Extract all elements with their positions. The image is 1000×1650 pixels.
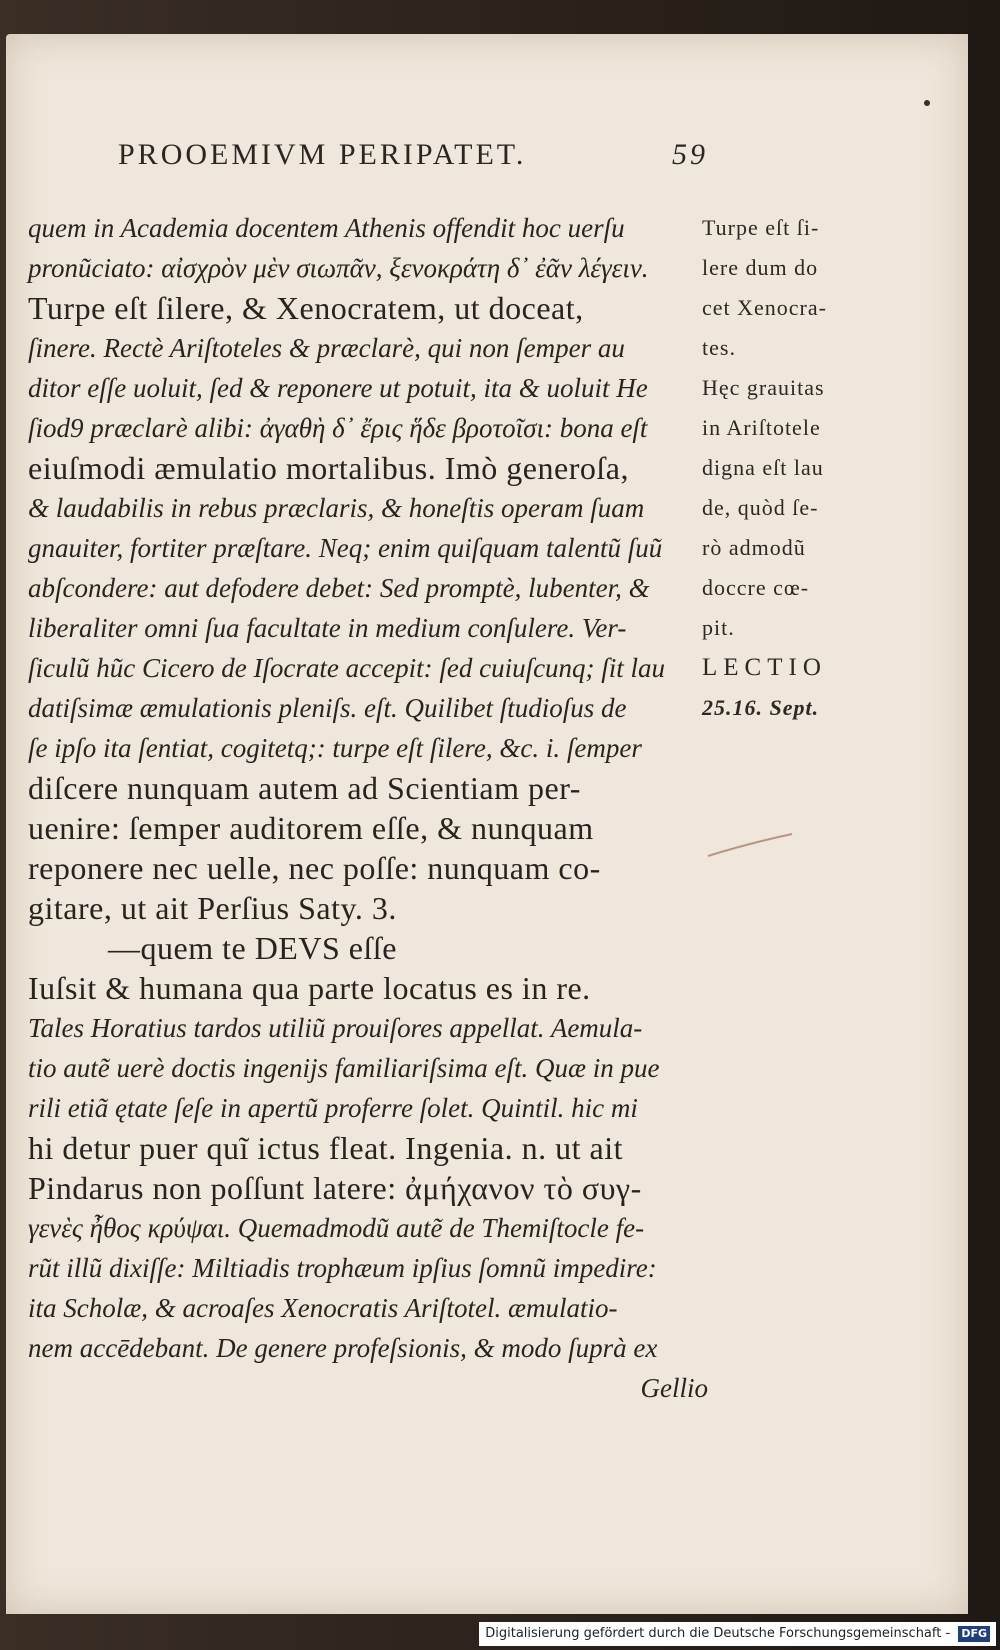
margin-note-line: in Ariſtotele — [702, 415, 821, 440]
text-line: Gellio — [640, 1373, 708, 1403]
pen-mark — [706, 826, 796, 866]
text-line: & laudabilis in rebus præclaris, & honeſtis operam ſuam — [28, 493, 645, 523]
ink-speck — [924, 100, 930, 106]
digitization-credit — [479, 1622, 996, 1646]
text-line: eiuſmodi æmulatio mortalibus. Imò generoſa, — [28, 450, 629, 486]
text-line: gnauiter, fortiter præſtare. Neq; enim quiſquam talentũ ſuũ — [28, 533, 663, 563]
text-line: hi detur puer quĩ ictus fleat. Ingenia. n. ut ait — [28, 1130, 623, 1166]
margin-note-line: cet Xenocra- — [702, 295, 827, 320]
text-line: nem accēdebant. De genere profeſsionis, & modo ſuprà ex — [28, 1333, 658, 1363]
page-number: 59 — [672, 138, 708, 171]
text-line: rũt illũ dixiſſe: Miltiadis trophæum ipſius ſomnũ impedire: — [28, 1253, 657, 1283]
dfg-logo: DFG — [958, 1626, 990, 1642]
margin-note-line: lere dum do — [702, 255, 819, 280]
credit-text: Digitalisierung gefördert durch die Deutsche Forschungsgemeinschaft - — [485, 1626, 951, 1641]
text-line: pronũciato: αἰσχρὸν μὲν σιωπᾶν, ξενοκράτη δ᾽ ἐᾶν λέγειν. — [28, 253, 649, 283]
marginal-notes — [702, 208, 862, 728]
text-line: Iuſsit & humana qua parte locatus es in re. — [28, 970, 591, 1006]
text-line: abſcondere: aut defodere debet: Sed promptè, lubenter, & — [28, 573, 650, 603]
text-line: tio autẽ uerè doctis ingenijs familiariſsima eſt. Quæ in pue — [28, 1053, 660, 1083]
text-line: datiſsimæ æmulationis pleniſs. eſt. Quilibet ſtudioſus de — [28, 693, 627, 723]
main-text-column — [28, 208, 708, 1408]
text-line: quem in Academia docentem Athenis offendit hoc uerſu — [28, 213, 625, 243]
text-line: reponere nec uelle, nec poſſe: nunquam co- — [28, 850, 601, 886]
text-line: γενὲς ἦθος κρύψαι. Quemadmodũ autẽ de Themiſtocle fe- — [28, 1213, 645, 1243]
text-line: ſe ipſo ita ſentiat, cogitetq;: turpe eſt ſilere, &c. i. ſemper — [28, 733, 642, 763]
margin-note-line: rò admodũ — [702, 535, 806, 560]
text-line: uenire: ſemper auditorem eſſe, & nunquam — [28, 810, 594, 846]
book-page — [6, 34, 968, 1614]
running-head-title: PROOEMIVM PERIPATET. — [118, 138, 527, 171]
margin-note-line: tes. — [702, 335, 736, 360]
margin-note-line: digna eſt lau — [702, 455, 824, 480]
text-line: ſinere. Rectè Ariſtoteles & præclarè, qui non ſemper au — [28, 333, 625, 363]
text-line: ſiod9 præclarè alibi: ἀγαθὴ δ᾽ ἔρις ἥδε βροτοῖσι: bona eſt — [28, 413, 648, 443]
text-line: rili etiã ętate ſeſe in apertũ proferre ſolet. Quintil. hic mi — [28, 1093, 638, 1123]
text-line: ita Scholæ, & acroaſes Xenocratis Ariſtotel. æmulatio- — [28, 1293, 618, 1323]
text-line: —quem te DEVS eſſe — [108, 930, 397, 966]
margin-note-line: pit. — [702, 615, 735, 640]
margin-note-line: doccre cœ- — [702, 575, 810, 600]
margin-note-line: 25.16. Sept. — [702, 695, 820, 720]
text-line: ſiculũ hũc Cicero de Iſocrate accepit: ſed cuiuſcunq; ſit lau — [28, 653, 666, 683]
text-line: Turpe eſt ſilere, & Xenocratem, ut doceat, — [28, 290, 584, 326]
text-line: gitare, ut ait Perſius Saty. 3. — [28, 890, 397, 926]
margin-note-line: Turpe eſt ſi- — [702, 215, 820, 240]
margin-note-line: Hęc grauitas — [702, 375, 825, 400]
text-line: ditor eſſe uoluit, ſed & reponere ut potuit, ita & uoluit He — [28, 373, 648, 403]
text-line: liberaliter omni ſua facultate in medium conſulere. Ver- — [28, 613, 627, 643]
margin-note-line: LECTIO — [702, 654, 827, 681]
text-line: Pindarus non poſſunt latere: ἀμήχανον τὸ συγ- — [28, 1170, 642, 1206]
text-line: Tales Horatius tardos utiliũ prouiſores appellat. Aemula- — [28, 1013, 643, 1043]
margin-note-line: de, quòd ſe- — [702, 495, 819, 520]
text-line: diſcere nunquam autem ad Scientiam per- — [28, 770, 581, 806]
